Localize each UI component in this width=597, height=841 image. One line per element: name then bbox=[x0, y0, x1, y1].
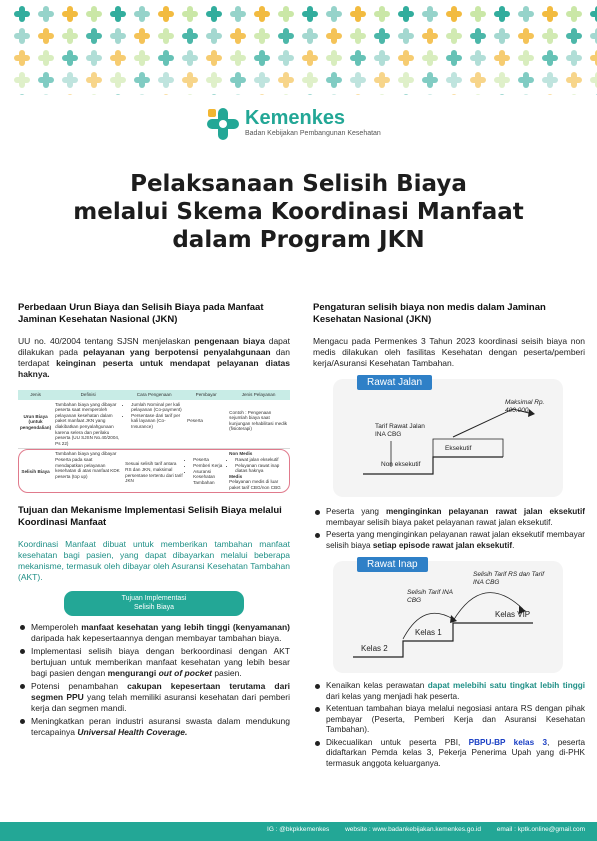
eksekutif-label: Eksekutif bbox=[445, 445, 472, 452]
text-span: Potensi penambahan bbox=[31, 680, 128, 691]
rawat-inap-diagram bbox=[333, 561, 563, 673]
table-header: Jenis bbox=[18, 390, 53, 400]
list-item: • Pemberi Kerja bbox=[193, 463, 225, 469]
text-bold: setiap episode rawat jalan eksekutif bbox=[372, 540, 513, 550]
pattern-tile bbox=[518, 94, 534, 95]
list-item bbox=[313, 530, 585, 551]
pattern-tile bbox=[134, 50, 150, 66]
text-bold: pelayanan yang berpotensi penyalahgunaan bbox=[83, 347, 271, 357]
brand-subtitle: Badan Kebijakan Pembangunan Kesehatan bbox=[245, 130, 381, 137]
list-item bbox=[313, 738, 585, 770]
pattern-tile bbox=[134, 94, 150, 95]
rawat-inap-bullets bbox=[313, 681, 585, 769]
page-title bbox=[0, 170, 597, 254]
selisih-rs-label: Selisih Tarif RS dan Tarif INA CBG bbox=[473, 571, 545, 586]
pattern-tile bbox=[494, 28, 510, 44]
text-span: Ketentuan tambahan biaya melalui negosiasi antara RS dengan pihak pembayar (Peserta, Pemberi Kerja dan Asuransi Kesehatan Tambahan). bbox=[326, 704, 585, 734]
pattern-tile bbox=[62, 6, 78, 22]
rawat-jalan-tag: Rawat Jalan bbox=[357, 375, 432, 390]
pattern-tile bbox=[590, 6, 597, 22]
list-item: • Asuransi Kesehatan Tambahan bbox=[193, 469, 225, 486]
pattern-tile bbox=[302, 50, 318, 66]
pattern-tile bbox=[110, 72, 126, 88]
pattern-tile bbox=[398, 50, 414, 66]
text-bold: menginginkan pelayanan rawat jalan eksekutif bbox=[385, 507, 585, 516]
pattern-tile bbox=[134, 6, 150, 22]
table-header: Cara Pengenaan bbox=[123, 390, 185, 400]
pattern-tile bbox=[206, 94, 222, 95]
pattern-tile bbox=[278, 50, 294, 66]
pattern-tile bbox=[566, 6, 582, 22]
pattern-tile bbox=[542, 94, 558, 95]
footer-text bbox=[253, 826, 585, 833]
pattern-tile bbox=[590, 50, 597, 66]
pattern-tile bbox=[158, 50, 174, 66]
pattern-tile bbox=[518, 6, 534, 22]
text-span: Meningkatkan peran industri asuransi swasta dalam mendukung tercapainya bbox=[31, 715, 290, 737]
pattern-tile bbox=[494, 94, 510, 95]
cell-jenis: Selisih Biaya bbox=[21, 469, 50, 475]
cell-definisi: Tambahan biaya yang dibayar Peserta pada saat mendapatkan pelayanan kesehatan di atas manfaat KDK peserta (top up) bbox=[55, 451, 120, 479]
max-label: Maksimal Rp. 400.000 bbox=[505, 399, 545, 414]
text-span: dan terdapat bbox=[18, 347, 290, 368]
pattern-tile bbox=[302, 28, 318, 44]
table-header: Jenis Pelayanan bbox=[227, 390, 290, 400]
pattern-tile bbox=[398, 72, 414, 88]
text-span: Dikecualikan untuk peserta PBI, bbox=[326, 737, 469, 747]
text-span: dari kelas yang menjadi hak peserta. bbox=[326, 691, 460, 701]
list-item: • Persentase dari tarif per kali layanan (Co-Insurance) bbox=[131, 413, 183, 430]
title-line-3: dalam Program JKN bbox=[172, 227, 425, 253]
pattern-tile bbox=[254, 28, 270, 44]
pattern-tile bbox=[446, 94, 462, 95]
brand-name: Kemenkes bbox=[245, 107, 346, 129]
text-span: Memperoleh bbox=[31, 621, 82, 632]
cell-pelayanan bbox=[227, 449, 290, 493]
pattern-tile bbox=[566, 50, 582, 66]
pattern-tile bbox=[62, 72, 78, 88]
pattern-tile bbox=[14, 72, 30, 88]
pattern-tile bbox=[542, 28, 558, 44]
pattern-tile bbox=[14, 6, 30, 22]
cell-pembayar: Peserta bbox=[185, 400, 227, 449]
pattern-tile bbox=[62, 94, 78, 95]
tujuan-bullet-list bbox=[18, 622, 290, 738]
pattern-tile bbox=[182, 94, 198, 95]
pattern-tile bbox=[14, 50, 30, 66]
pattern-tile bbox=[326, 94, 342, 95]
cell-pembayar bbox=[185, 449, 227, 493]
pill-line-1: Tujuan Implementasi bbox=[121, 594, 187, 602]
cell-text: Pelayanan medis di luar paket tarif CBG/non CBG bbox=[229, 479, 281, 490]
cell-definisi: Tambahan biaya yang dibayar peserta saat memperoleh pelayanan kesehatan dalam paket manfaat JKN yang diakibatkan penyalahgunaan karena selera dan perilaku peserta (UU SJSN No.40/2004, Ps 22) bbox=[53, 400, 123, 449]
list-item bbox=[18, 716, 290, 738]
text-span: Peserta yang menginginkan pelayanan rawat jalan eksekutif membayar selisih biaya bbox=[326, 530, 585, 550]
rawat-jalan-diagram bbox=[333, 379, 563, 497]
pattern-tile bbox=[158, 94, 174, 95]
pattern-tile bbox=[302, 94, 318, 95]
pattern-tile bbox=[350, 28, 366, 44]
pattern-tile bbox=[278, 6, 294, 22]
pattern-tile bbox=[470, 6, 486, 22]
text-bold-italic: Universal Health Coverage. bbox=[77, 726, 188, 737]
pattern-tile bbox=[470, 50, 486, 66]
footer-ig: IG : @bkpkkemenkes bbox=[267, 826, 330, 833]
pattern-tile bbox=[398, 28, 414, 44]
text-bold: pengenaan biaya bbox=[194, 336, 265, 346]
pattern-tile bbox=[110, 50, 126, 66]
list-item: • Rawat jalan eksekutif bbox=[235, 457, 288, 463]
pattern-tile bbox=[470, 28, 486, 44]
section-urun-biaya-text bbox=[18, 336, 290, 380]
rawat-inap-tag: Rawat Inap bbox=[357, 557, 428, 572]
text-bold: mengurangi bbox=[107, 667, 159, 678]
section-non-medis-text: Mengacu pada Permenkes 3 Tahun 2023 koordinasi seisih biaya non medis dilakukan oleh fasilitas Kesehatan dengan peserta/pemberi kerja/Asuransi Kesehatan Tambahan. bbox=[313, 336, 585, 368]
pattern-tile bbox=[350, 6, 366, 22]
pattern-tile bbox=[182, 28, 198, 44]
pattern-tile bbox=[590, 72, 597, 88]
text-span: , peserta didaftarkan Pemda kelas 3, Pekerja Penerima Upah yang di-PHK termasuk anggota keluarganya. bbox=[326, 737, 586, 768]
kelas-vip-label: Kelas VIP bbox=[495, 610, 531, 619]
cell-cara: Sesuai selisih tarif antara RS dan JKN, maksimal persentase tertentu dari tarif JKN bbox=[125, 461, 183, 484]
pattern-tile bbox=[518, 50, 534, 66]
pattern-tile bbox=[134, 28, 150, 44]
kemenkes-logo-icon bbox=[205, 106, 241, 142]
pattern-tile bbox=[350, 94, 366, 95]
pattern-tile bbox=[86, 50, 102, 66]
pattern-tile bbox=[254, 50, 270, 66]
pattern-tile bbox=[326, 72, 342, 88]
pattern-tile bbox=[302, 6, 318, 22]
pattern-tile bbox=[182, 6, 198, 22]
pattern-tile bbox=[14, 94, 30, 95]
table-header: Definisi bbox=[53, 390, 123, 400]
text-blue: PBPU-BP kelas 3 bbox=[468, 737, 548, 747]
kemenkes-logo bbox=[205, 106, 415, 142]
pattern-tile bbox=[566, 28, 582, 44]
text-span: pasien. bbox=[211, 667, 242, 678]
list-item bbox=[313, 507, 585, 528]
pattern-tile bbox=[254, 6, 270, 22]
section-tujuan-title: Tujuan dan Mekanisme Implementasi Selisih Biaya melalui Koordinasi Manfaat bbox=[18, 504, 282, 528]
pattern-tile bbox=[542, 50, 558, 66]
pattern-tile bbox=[182, 72, 198, 88]
section-urun-biaya-title: Perbedaan Urun Biaya dan Selisih Biaya pada Manfaat Jaminan Kesehatan Nasional (JKN) bbox=[18, 302, 264, 325]
list-item: • Peserta bbox=[193, 457, 225, 463]
text-span: Peserta yang bbox=[326, 507, 386, 516]
cell-jenis: Urun Biaya (untuk pengendalian) bbox=[18, 400, 53, 449]
footer-bar bbox=[0, 822, 597, 841]
pattern-tile bbox=[230, 28, 246, 44]
pattern-tile bbox=[590, 94, 597, 95]
pattern-tile bbox=[254, 72, 270, 88]
list-item bbox=[313, 704, 585, 736]
tarif-label: Tarif Rawat Jalan INA CBG bbox=[375, 423, 425, 438]
list-item: • Peluyanan rawat inap diatas haknya bbox=[235, 463, 288, 474]
pattern-tile bbox=[62, 50, 78, 66]
table-row bbox=[18, 400, 290, 449]
text-span: Kenaikan kelas perawatan bbox=[326, 681, 428, 690]
pattern-tile bbox=[38, 28, 54, 44]
pattern-tile bbox=[158, 6, 174, 22]
right-column bbox=[313, 302, 585, 771]
pattern-tile bbox=[422, 72, 438, 88]
pattern-tile bbox=[470, 94, 486, 95]
text-span: membayar selisih biaya paket pelayanan rawat jalan eksekutif. bbox=[326, 517, 553, 527]
pattern-tile bbox=[542, 72, 558, 88]
text-span: daripada hak kepesertaannya dengan membayar tambahan biaya. bbox=[31, 632, 282, 643]
selisih-ina-label: Selisih Tarif INA CBG bbox=[407, 589, 453, 604]
pattern-tile bbox=[134, 72, 150, 88]
pattern-tile bbox=[398, 94, 414, 95]
pattern-tile bbox=[326, 50, 342, 66]
pattern-tile bbox=[422, 50, 438, 66]
list-item: • Jumlah Nominal per kali pelayanan (Co-payment) bbox=[131, 402, 183, 413]
pattern-tile bbox=[86, 28, 102, 44]
table-header: Pembayar bbox=[185, 390, 227, 400]
pattern-tile bbox=[326, 28, 342, 44]
text-span: UU no. 40/2004 tentang SJSN menjelaskan bbox=[18, 336, 195, 346]
pattern-tile bbox=[566, 94, 582, 95]
pattern-tile bbox=[422, 94, 438, 95]
pattern-tile bbox=[110, 28, 126, 44]
list-item bbox=[18, 622, 290, 644]
cell-cara bbox=[123, 400, 185, 449]
table-row bbox=[18, 449, 290, 493]
text-bold: manfaat kesehatan yang lebih tinggi (kenyamanan) bbox=[81, 621, 290, 632]
pattern-tile bbox=[14, 28, 30, 44]
pattern-tile bbox=[374, 28, 390, 44]
pattern-tile bbox=[566, 72, 582, 88]
pattern-tile bbox=[494, 6, 510, 22]
left-column bbox=[18, 302, 290, 740]
pattern-tile bbox=[86, 94, 102, 95]
text-span: . bbox=[512, 540, 515, 550]
section-tujuan-text: Koordinasi Manfaat dibuat untuk memberikan tambahan manfaat kesehatan bagi pasien, yang dapat dibayarkan melalui beberapa mekanisme, termasuk oleh dibayar oleh Asuransi Kesehatan Tambahan (AKT). bbox=[18, 538, 290, 582]
pattern-tile bbox=[302, 72, 318, 88]
text-bold: keinginan peserta untuk mendapat pelayanan diatas haknya. bbox=[18, 358, 290, 379]
pattern-tile bbox=[350, 50, 366, 66]
pattern-tile bbox=[494, 72, 510, 88]
pattern-tile bbox=[62, 28, 78, 44]
pattern-tile bbox=[206, 6, 222, 22]
section-non-medis-title: Pengaturan selisih biaya non medis dalam Jaminan Kesehatan Nasional (JKN) bbox=[313, 302, 546, 325]
pattern-tile bbox=[278, 94, 294, 95]
text-span: Implementasi selisih biaya dengan berkoordinasi dengan AKT bertujuan untuk memberikan manfaat kesehatan yang lebih besar bagi pasien dengan bbox=[31, 645, 290, 678]
pattern-tile bbox=[374, 50, 390, 66]
pattern-tile bbox=[38, 6, 54, 22]
list-item bbox=[18, 681, 290, 714]
pattern-tile bbox=[206, 72, 222, 88]
list-item bbox=[18, 646, 290, 679]
pattern-tile bbox=[446, 72, 462, 88]
pattern-tile bbox=[86, 6, 102, 22]
tujuan-pill-label bbox=[64, 591, 244, 616]
pattern-tile bbox=[374, 72, 390, 88]
pattern-tile bbox=[446, 6, 462, 22]
pattern-tile bbox=[374, 94, 390, 95]
pattern-tile bbox=[86, 72, 102, 88]
pattern-tile bbox=[254, 94, 270, 95]
text-span: dapat dilakukan pada bbox=[18, 336, 291, 357]
pattern-tile bbox=[230, 72, 246, 88]
title-line-1: Pelaksanaan Selisih Biaya bbox=[130, 171, 467, 197]
rawat-jalan-steps-graphic bbox=[333, 379, 563, 497]
pattern-tile bbox=[590, 28, 597, 44]
pattern-tile bbox=[326, 6, 342, 22]
pattern-tile bbox=[518, 72, 534, 88]
pattern-tile bbox=[206, 28, 222, 44]
text-teal: dapat melebihi satu tingkat lebih tinggi bbox=[427, 681, 585, 690]
pattern-tile bbox=[518, 28, 534, 44]
pattern-tile bbox=[422, 6, 438, 22]
decorative-pattern-band bbox=[0, 0, 597, 95]
text-bold-italic: out of pocket bbox=[158, 667, 212, 678]
pattern-tile bbox=[446, 28, 462, 44]
rawat-jalan-bullets bbox=[313, 507, 585, 551]
footer-website: website : www.badankebijakan.kemenkes.go.id bbox=[345, 826, 481, 833]
pattern-tile bbox=[158, 28, 174, 44]
pattern-tile bbox=[422, 28, 438, 44]
pattern-tile bbox=[278, 28, 294, 44]
pill-line-2: Selisih Biaya bbox=[133, 603, 175, 611]
pattern-tile bbox=[374, 6, 390, 22]
pattern-tile bbox=[230, 94, 246, 95]
cell-subtitle: Medis bbox=[229, 473, 243, 479]
kelas-2-label: Kelas 2 bbox=[361, 644, 388, 653]
pattern-tile bbox=[110, 94, 126, 95]
title-line-2: melalui Skema Koordinasi Manfaat bbox=[73, 199, 524, 225]
pattern-tile bbox=[206, 50, 222, 66]
pattern-tile bbox=[110, 6, 126, 22]
text-span: yang telah memiliki asuransi kesehatan dari pemberi kerja dan segmen mandi. bbox=[31, 691, 291, 713]
pattern-tile bbox=[38, 72, 54, 88]
pattern-tile bbox=[230, 50, 246, 66]
pattern-tile bbox=[470, 72, 486, 88]
pattern-tile bbox=[38, 50, 54, 66]
pattern-tile bbox=[494, 50, 510, 66]
kelas-1-label: Kelas 1 bbox=[415, 628, 442, 637]
pattern-tile bbox=[38, 94, 54, 95]
non-eksekutif-label: Non eksekutif bbox=[381, 461, 421, 468]
pattern-tile bbox=[542, 6, 558, 22]
cell-pelayanan: Contoh : Pengenaan sejumlah biaya saat kunjungan rehabilitasi medik (fisioterapi) bbox=[227, 400, 290, 449]
list-item bbox=[313, 681, 585, 702]
footer-email: email : kptk.online@gmail.com bbox=[496, 826, 585, 833]
pattern-tile bbox=[398, 6, 414, 22]
pattern-tile bbox=[446, 50, 462, 66]
pattern-tile bbox=[278, 72, 294, 88]
cell-subtitle: Non Medis bbox=[229, 451, 253, 457]
pattern-tile bbox=[230, 6, 246, 22]
pattern-tile bbox=[182, 50, 198, 66]
pattern-tile bbox=[158, 72, 174, 88]
pattern-tile bbox=[350, 72, 366, 88]
comparison-table bbox=[18, 390, 290, 493]
text-bold: cakupan kepesertaan terutama dari segmen PPU bbox=[31, 680, 290, 702]
